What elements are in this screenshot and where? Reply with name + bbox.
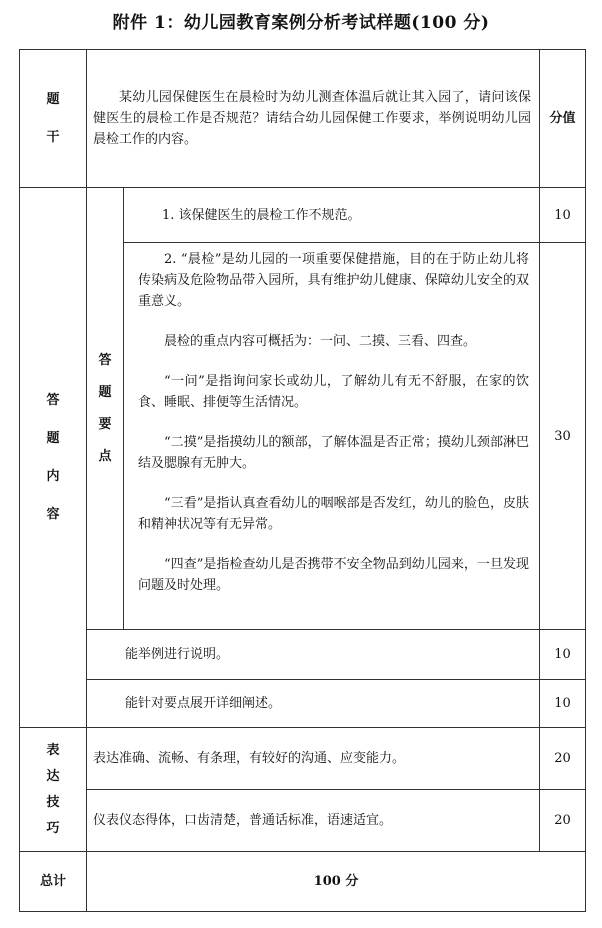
total-label: 总计 — [20, 852, 87, 912]
point2-paragraph: “二摸”是指摸幼儿的额部，了解体温是否正常；摸幼儿颈部淋巴结及腮腺有无肿大。 — [138, 435, 530, 471]
exam-table — [19, 49, 586, 912]
stem-text-cell — [87, 50, 540, 188]
example-score: 10 — [540, 630, 586, 680]
example-cell — [87, 630, 540, 680]
skill-row-2 — [20, 790, 586, 852]
score-header: 分值 — [540, 50, 586, 188]
point2-paragraph: “一问”是指询问家长或幼儿，了解幼儿有无不舒服，在家的饮食、睡眠、排便等生活情况。 — [138, 374, 530, 410]
point2-cell — [124, 243, 540, 630]
point2-paragraph: 晨检的重点内容可概括为：一问、二摸、三看、四查。 — [164, 334, 477, 349]
skill-row-1 — [20, 728, 586, 790]
point2-paragraph: 2. “晨检”是幼儿园的一项重要保健措施，目的在于防止幼儿将传染病及危险物品带入园所，具有维护幼儿健康、保障幼儿安全的双重意义。 — [138, 252, 530, 309]
point1-cell — [124, 188, 540, 243]
point2-paragraph: “三看”是指认真查看幼儿的咽喉部是否发红，幼儿的脸色，皮肤和精神状况等有无异常。 — [138, 496, 530, 532]
point1-row — [20, 188, 586, 243]
answer-content-label: 答 题 内 容 — [20, 188, 87, 728]
stem-text: 某幼儿园保健医生在晨检时为幼儿测查体温后就让其入园了，请问该保健医生的晨检工作是否规范？请结合幼儿园保健工作要求，举例说明幼儿园晨检工作的内容。 — [93, 90, 532, 147]
example-text: 能举例进行说明。 — [125, 647, 230, 662]
stem-row — [20, 50, 586, 188]
total-value: 100 分 — [87, 852, 586, 912]
document-title: 附件 1：幼儿园教育案例分析考试样题(100 分) — [112, 13, 490, 33]
example-row — [20, 630, 586, 680]
skill-label: 表 达 技 巧 — [20, 728, 87, 852]
point2-paragraph: “四查”是指检查幼儿是否携带不安全物品到幼儿园来，一旦发现问题及时处理。 — [138, 557, 530, 593]
total-row — [20, 852, 586, 912]
elaborate-text: 能针对要点展开详细阐述。 — [125, 696, 282, 711]
point2-score: 30 — [540, 243, 586, 630]
skill-1-score: 20 — [540, 728, 586, 790]
answer-points-label: 答 题 要 点 — [87, 188, 124, 630]
point1-text: 1. 该保健医生的晨检工作不规范。 — [162, 207, 361, 223]
skill-2-text: 仪表仪态得体，口齿清楚，普通话标准，语速适宜。 — [87, 790, 540, 852]
skill-2-score: 20 — [540, 790, 586, 852]
skill-1-text: 表达准确、流畅、有条理，有较好的沟通、应变能力。 — [87, 728, 540, 790]
point1-score: 10 — [540, 188, 586, 243]
elaborate-score: 10 — [540, 680, 586, 728]
stem-label: 题 干 — [20, 50, 87, 188]
elaborate-row — [20, 680, 586, 728]
elaborate-cell — [87, 680, 540, 728]
